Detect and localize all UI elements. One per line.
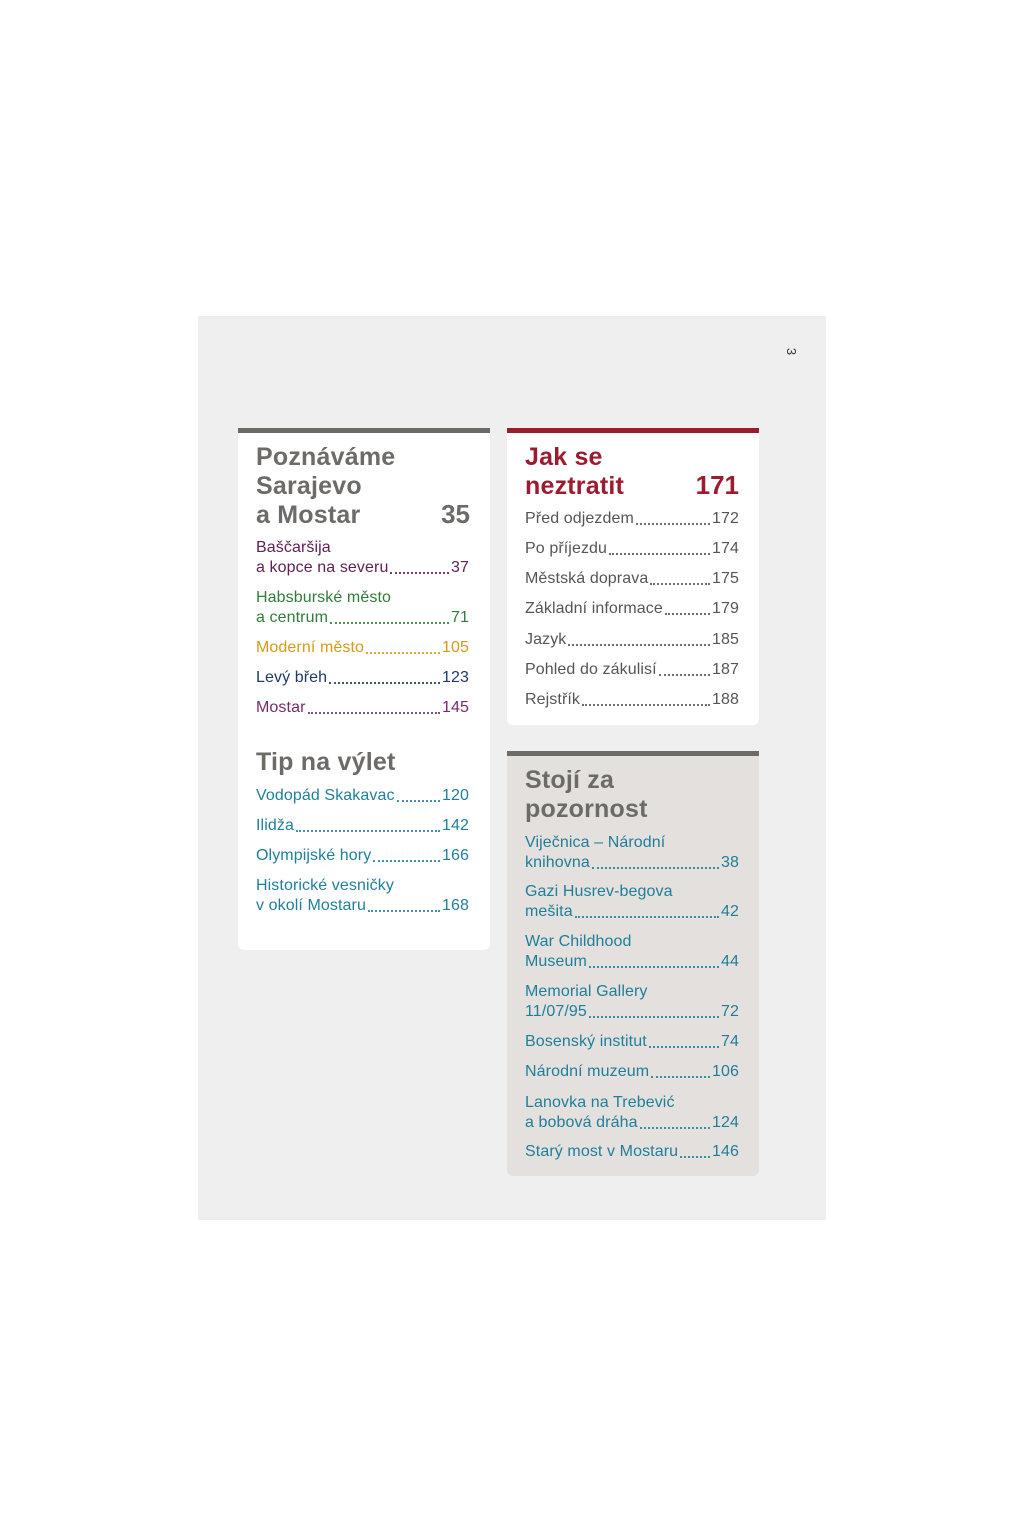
- entry-label: v okolí Mostaru: [256, 897, 366, 914]
- entry-page: 174: [712, 540, 739, 557]
- leader-dots: [373, 860, 440, 862]
- title-line-1: Poznáváme: [256, 443, 396, 471]
- entry-line-1: Historické vesničky: [256, 877, 394, 894]
- entry-page: 105: [442, 639, 469, 656]
- entry-label: a bobová dráha: [525, 1114, 638, 1131]
- title-line-3: a Mostar: [256, 501, 361, 529]
- leader-dots: [568, 644, 710, 646]
- entry-page: 142: [442, 817, 469, 834]
- leader-dots: [582, 704, 710, 706]
- entry-page: 188: [712, 691, 739, 708]
- leader-dots: [659, 674, 710, 676]
- entry-page: 71: [451, 609, 469, 626]
- entry-label: Starý most v Mostaru: [525, 1143, 679, 1160]
- toc-entry-memorial-gallery[interactable]: [525, 982, 739, 1022]
- toc-entry-vijecnica[interactable]: [525, 833, 739, 873]
- entry-line-1: Baščaršija: [256, 539, 331, 556]
- toc-entry-habsburske[interactable]: [256, 588, 469, 628]
- entry-page: 175: [712, 570, 739, 587]
- entry-label: Olympijské hory: [256, 847, 372, 864]
- panel-jak-page: 171: [695, 470, 739, 500]
- leader-dots: [592, 867, 719, 869]
- tip-title: Tip na výlet: [256, 748, 396, 776]
- toc-entry-po-prijezdu[interactable]: [525, 539, 739, 559]
- entry-label: Národní muzeum: [525, 1063, 650, 1080]
- entry-page: 120: [442, 787, 469, 804]
- panel-stoji-title: [525, 766, 648, 824]
- entry-label: Mostar: [256, 699, 306, 716]
- leader-dots: [609, 553, 710, 555]
- toc-entry-rejstrik[interactable]: [525, 690, 739, 710]
- entry-label: Základní informace: [525, 600, 663, 617]
- panel-jak-bar: [507, 428, 759, 433]
- entry-line-1: Memorial Gallery: [525, 983, 648, 1000]
- panel-poznavame: [238, 428, 490, 950]
- entry-page: 38: [721, 854, 739, 871]
- entry-label: Bosenský institut: [525, 1033, 647, 1050]
- entry-label: mešita: [525, 903, 573, 920]
- leader-dots: [650, 583, 710, 585]
- toc-entry-vesnicky[interactable]: [256, 876, 469, 916]
- toc-entry-mostar[interactable]: [256, 698, 469, 718]
- toc-entry-mestska-doprava[interactable]: [525, 569, 739, 589]
- leader-dots: [589, 1016, 719, 1018]
- toc-entry-bosensky-institut[interactable]: [525, 1032, 739, 1052]
- entry-line-1: War Childhood: [525, 933, 632, 950]
- toc-entry-levy-breh[interactable]: [256, 668, 469, 688]
- title-line-1: Stojí za: [525, 766, 615, 794]
- panel-poznavame-bar: [238, 428, 490, 433]
- entry-page: 106: [712, 1063, 739, 1080]
- leader-dots: [366, 652, 440, 654]
- entry-page: 74: [721, 1033, 739, 1050]
- entry-page: 185: [712, 631, 739, 648]
- leader-dots: [296, 830, 440, 832]
- toc-entry-narodni-muzeum[interactable]: [525, 1062, 739, 1082]
- toc-entry-ilidza[interactable]: [256, 816, 469, 836]
- entry-label: knihovna: [525, 854, 590, 871]
- entry-page: 42: [721, 903, 739, 920]
- entry-line-1: Viječnica – Národní: [525, 834, 666, 851]
- entry-page: 172: [712, 510, 739, 527]
- toc-entry-pohled-do-zakulisi[interactable]: [525, 660, 739, 680]
- toc-entry-zakladni-informace[interactable]: [525, 599, 739, 619]
- entry-page: 187: [712, 661, 739, 678]
- title-line-2: Sarajevo: [256, 472, 362, 500]
- entry-page: 72: [721, 1003, 739, 1020]
- leader-dots: [680, 1156, 710, 1158]
- entry-page: 168: [442, 897, 469, 914]
- entry-label: Museum: [525, 953, 587, 970]
- toc-entry-bascarsija[interactable]: [256, 538, 469, 578]
- leader-dots: [308, 712, 441, 714]
- entry-page: 146: [712, 1143, 739, 1160]
- entry-label: Městská doprava: [525, 570, 649, 587]
- title-line-2: pozornost: [525, 795, 648, 823]
- panel-stoji-za-pozornost: [507, 751, 759, 1176]
- entry-page: 124: [712, 1114, 739, 1131]
- leader-dots: [390, 572, 449, 574]
- panel-poznavame-title: [256, 443, 395, 530]
- toc-entry-stary-most[interactable]: [525, 1142, 739, 1162]
- entry-label: Pohled do zákulisí: [525, 661, 657, 678]
- leader-dots: [636, 523, 710, 525]
- leader-dots: [575, 916, 719, 918]
- leader-dots: [368, 910, 440, 912]
- entry-page: 145: [442, 699, 469, 716]
- leader-dots: [397, 800, 440, 802]
- toc-entry-moderni[interactable]: [256, 638, 469, 658]
- leader-dots: [649, 1046, 719, 1048]
- panel-poznavame-page: 35: [441, 499, 470, 529]
- leader-dots: [651, 1076, 710, 1078]
- entry-page: 179: [712, 600, 739, 617]
- toc-entry-lanovka[interactable]: [525, 1093, 739, 1133]
- entry-label: 11/07/95: [525, 1003, 587, 1020]
- toc-entry-jazyk[interactable]: [525, 630, 739, 650]
- entry-page: 44: [721, 953, 739, 970]
- entry-label: Ilidža: [256, 817, 294, 834]
- page-number: 3: [784, 347, 800, 356]
- toc-entry-pred-odjezdem[interactable]: [525, 509, 739, 529]
- entry-label: Rejstřík: [525, 691, 581, 708]
- entry-label: Před odjezdem: [525, 510, 634, 527]
- entry-line-1: Habsburské město: [256, 589, 391, 606]
- leader-dots: [665, 613, 710, 615]
- toc-entry-gazi-husrev[interactable]: [525, 882, 739, 922]
- toc-entry-olympijske[interactable]: [256, 846, 469, 866]
- entry-label: a kopce na severu: [256, 559, 389, 576]
- entry-label: Levý břeh: [256, 669, 328, 686]
- leader-dots: [589, 966, 719, 968]
- entry-label: Vodopád Skakavac: [256, 787, 395, 804]
- title-line-2: neztratit: [525, 472, 625, 500]
- title-line-1: Jak se: [525, 443, 603, 471]
- entry-label: Moderní město: [256, 639, 365, 656]
- leader-dots: [640, 1127, 710, 1129]
- toc-entry-war-childhood[interactable]: [525, 932, 739, 972]
- panel-jak-title: [525, 443, 624, 501]
- panel-stoji-bar: [507, 751, 759, 756]
- entry-label: Jazyk: [525, 631, 567, 648]
- entry-line-1: Gazi Husrev-begova: [525, 883, 673, 900]
- entry-label: Po příjezdu: [525, 540, 608, 557]
- toc-entry-skakavac[interactable]: [256, 786, 469, 806]
- entry-line-1: Lanovka na Trebević: [525, 1094, 675, 1111]
- entry-page: 37: [451, 559, 469, 576]
- entry-page: 123: [442, 669, 469, 686]
- entry-label: a centrum: [256, 609, 329, 626]
- leader-dots: [329, 682, 440, 684]
- entry-page: 166: [442, 847, 469, 864]
- leader-dots: [330, 622, 449, 624]
- panel-jak-se-neztratit: [507, 428, 759, 725]
